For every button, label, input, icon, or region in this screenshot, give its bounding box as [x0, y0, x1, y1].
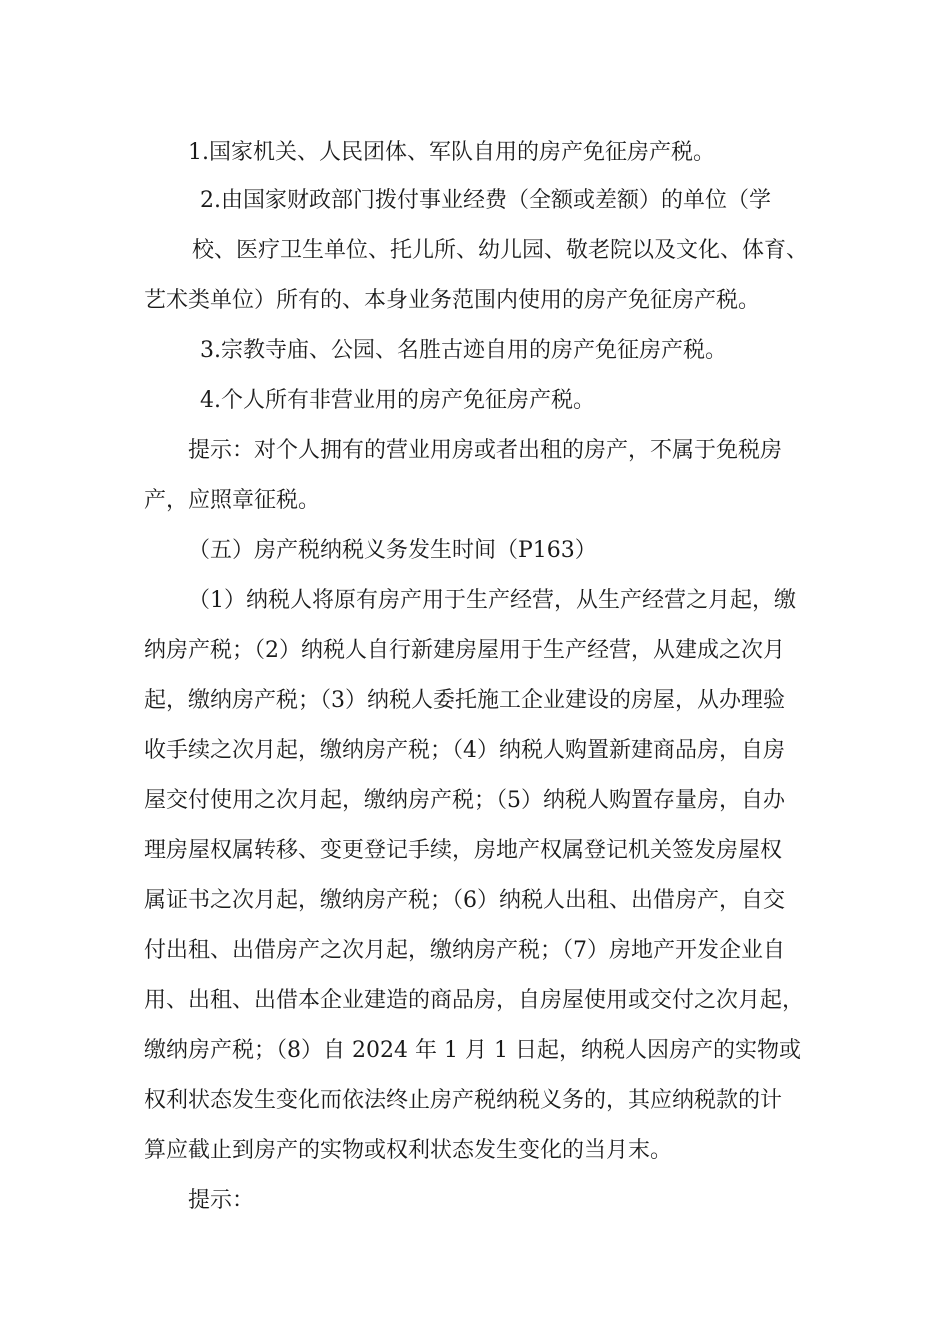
text-line: 提示： — [188, 1188, 255, 1213]
text-line: 3.宗教寺庙、公园、名胜古迹自用的房产免征房产税。 — [200, 338, 727, 363]
text-line: 理房屋权属转移、变更登记手续，房地产权属登记机关签发房屋权 — [144, 838, 783, 863]
text-line: 用、出租、出借本企业建造的商品房，自房屋使用或交付之次月起， — [144, 988, 805, 1013]
text-line: 提示：对个人拥有的营业用房或者出租的房产，不属于免税房 — [188, 438, 783, 463]
text-line: （1）纳税人将原有房产用于生产经营，从生产经营之月起，缴 — [188, 588, 796, 613]
text-line: 算应截止到房产的实物或权利状态发生变化的当月末。 — [144, 1138, 673, 1163]
section-heading: （五）房产税纳税义务发生时间（P163） — [188, 538, 597, 563]
text-line: 校、医疗卫生单位、托儿所、幼儿园、敬老院以及文化、体育、 — [192, 238, 809, 263]
text-line: 权利状态发生变化而依法终止房产税纳税义务的，其应纳税款的计 — [144, 1088, 783, 1113]
text-line: 1.国家机关、人民团体、军队自用的房产免征房产税。 — [188, 140, 715, 165]
text-line: 4.个人所有非营业用的房产免征房产税。 — [200, 388, 595, 413]
text-line: 艺术类单位）所有的、本身业务范围内使用的房产免征房产税。 — [144, 288, 761, 313]
text-line: 纳房产税；（2）纳税人自行新建房屋用于生产经营，从建成之次月 — [144, 638, 785, 663]
text-line: 产，应照章征税。 — [144, 488, 321, 513]
text-line: 属证书之次月起，缴纳房产税；（6）纳税人出租、出借房产，自交 — [144, 888, 785, 913]
text-line: 屋交付使用之次月起，缴纳房产税；（5）纳税人购置存量房，自办 — [144, 788, 785, 813]
text-line: 付出租、出借房产之次月起，缴纳房产税；（7）房地产开发企业自 — [144, 938, 785, 963]
text-line: 缴纳房产税；（8）自 2024 年 1 月 1 日起，纳税人因房产的实物或 — [144, 1038, 801, 1063]
text-line: 起，缴纳房产税；（3）纳税人委托施工企业建设的房屋，从办理验 — [144, 688, 785, 713]
text-line: 2.由国家财政部门拨付事业经费（全额或差额）的单位（学 — [200, 188, 771, 213]
text-line: 收手续之次月起，缴纳房产税；（4）纳税人购置新建商品房，自房 — [144, 738, 785, 763]
